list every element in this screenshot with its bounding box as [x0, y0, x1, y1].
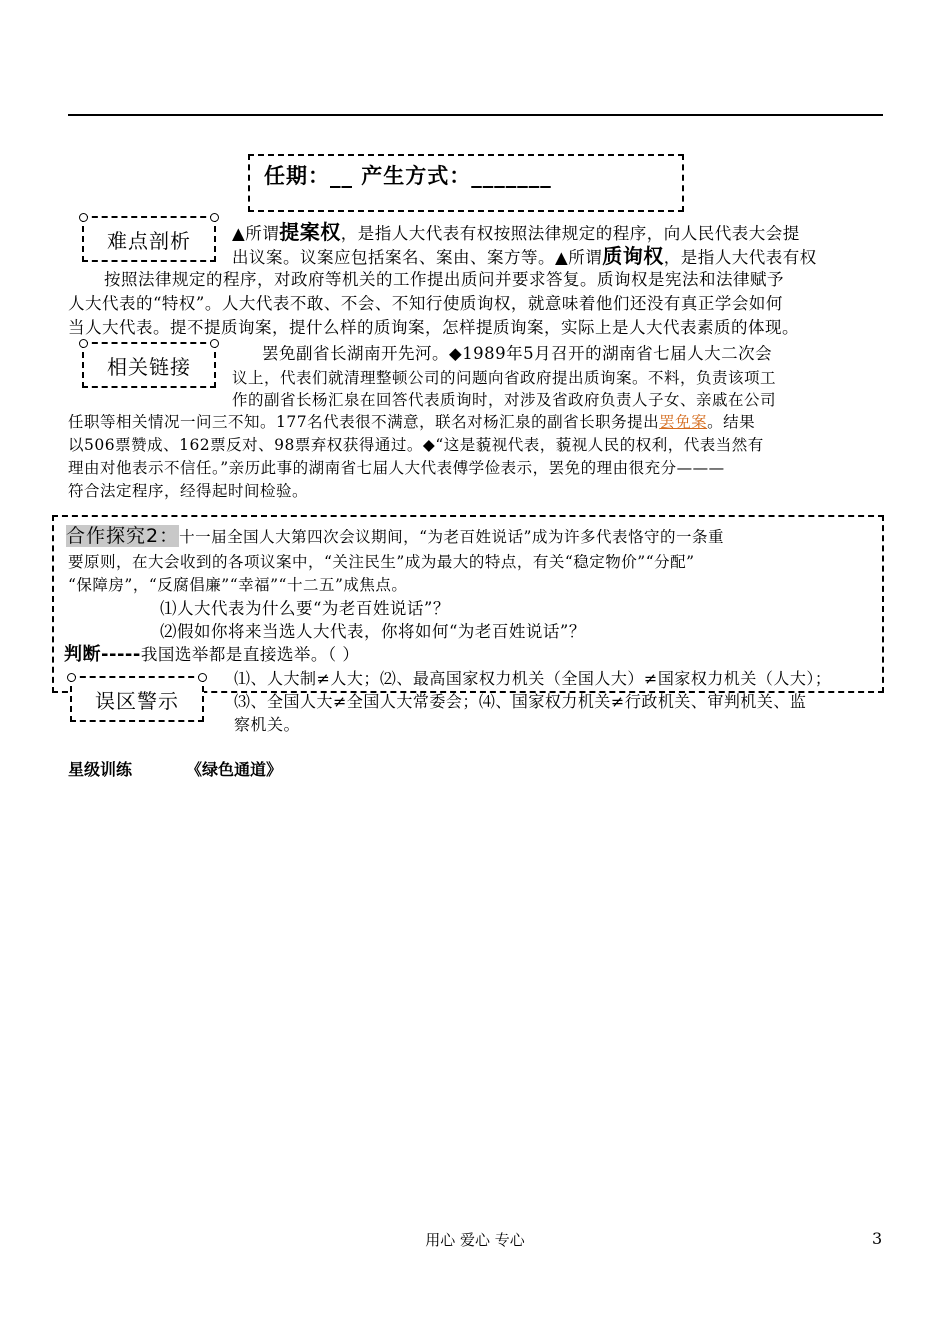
term-inquiry-right: 质询权: [602, 244, 664, 268]
coop-line-3: “保障房”，“反腐倡廉”“幸福”“十二五”成焦点。: [68, 576, 408, 594]
training-label: 星级训练: [68, 760, 133, 779]
recall-link[interactable]: 罢免案: [659, 413, 708, 431]
story-text: 。结果: [707, 413, 756, 431]
tag-difficulty: 难点剖析: [82, 216, 216, 262]
coop-question-2: ⑵假如你将来当选人大代表，你将如何“为老百姓说话”？: [160, 622, 586, 641]
misconception-line-3: 察机关。: [234, 715, 301, 734]
analysis-line-5: 当人大代表。提不提质询案，提什么样的质询案，怎样提质询案，实际上是人大代表素质的体现。: [68, 318, 799, 337]
term-text: 任期：__ 产生方式：_______: [264, 164, 552, 188]
story-line-4: [68, 410, 755, 434]
analysis-line-1: [232, 220, 800, 246]
story-line-3: 作的副省长杨汇泉在回答代表质询时，对涉及省政府负责人子女、亲戚在公司: [232, 391, 777, 409]
page-number: 3: [872, 1229, 883, 1248]
tag-links: 相关链接: [82, 342, 216, 388]
analysis-text: ，是指人大代表有权按照法律规定的程序，向人民代表大会提: [340, 224, 800, 243]
misconception-line-1: ⑴、人大制≠人大；⑵、最高国家权力机关（全国人大）≠国家权力机关（人大）；: [234, 669, 832, 688]
analysis-line-4: 人大代表的“特权”。人大代表不敢、不会、不知行使质询权，就意味着他们还没有真正学会如何: [68, 294, 783, 313]
header-rule: [68, 114, 883, 116]
story-line-5: 以506票赞成、162票反对、98票弃权获得通过。◆“这是藐视代表，藐视人民的权利，代表当然有: [68, 436, 764, 454]
term-proposal-right: 提案权: [279, 220, 341, 244]
story-text: 任职等相关情况一问三不知。177名代表很不满意，联名对杨汇泉的副省长职务提出: [68, 413, 660, 431]
analysis-line-2: [232, 244, 817, 270]
tag-misconception: 误区警示: [70, 676, 204, 722]
story-line-7: 符合法定程序，经得起时间检验。: [68, 482, 309, 500]
judge-label: 判断-----: [64, 644, 141, 665]
judge-line: [64, 643, 359, 667]
footer-text: 用心 爱心 专心: [425, 1231, 525, 1249]
coop-text: 十一届全国人大第四次会议期间，“为老百姓说话”成为许多代表恪守的一条重: [179, 528, 724, 546]
misconception-line-2: ⑶、全国人大≠全国人大常委会；⑷、国家权力机关≠行政机关、审判机关、监: [234, 692, 807, 711]
training-book: 《绿色通道》: [186, 760, 283, 779]
coop-question-1: ⑴人大代表为什么要“为老百姓说话”？: [160, 599, 450, 618]
coop-label: 合作探究2：: [66, 525, 180, 547]
story-line-1: 罢免副省长湖南开先河。◆1989年5月召开的湖南省七届人大二次会: [262, 344, 773, 363]
analysis-text: 出议案。议案应包括案名、案由、案方等。▲所谓: [232, 248, 603, 267]
analysis-text: ▲所谓: [232, 224, 280, 243]
coop-line-1: [66, 524, 724, 549]
story-line-6: 理由对他表示不信任。”亲历此事的湖南省七届人大代表傅学俭表示，罢免的理由很充分———: [68, 459, 725, 477]
analysis-line-3: 按照法律规定的程序，对政府等机关的工作提出质问并要求答复。质询权是宪法和法律赋予: [104, 270, 784, 289]
story-line-2: 议上，代表们就清理整顿公司的问题向省政府提出质询案。不料，负责该项工: [232, 369, 777, 387]
judge-text: 我国选举都是直接选举。（ ）: [140, 645, 360, 664]
coop-line-2: 要原则，在大会收到的各项议案中，“关注民生”成为最大的特点，有关“稳定物价”“分配”: [68, 553, 695, 571]
analysis-text: ，是指人大代表有权: [663, 248, 817, 267]
